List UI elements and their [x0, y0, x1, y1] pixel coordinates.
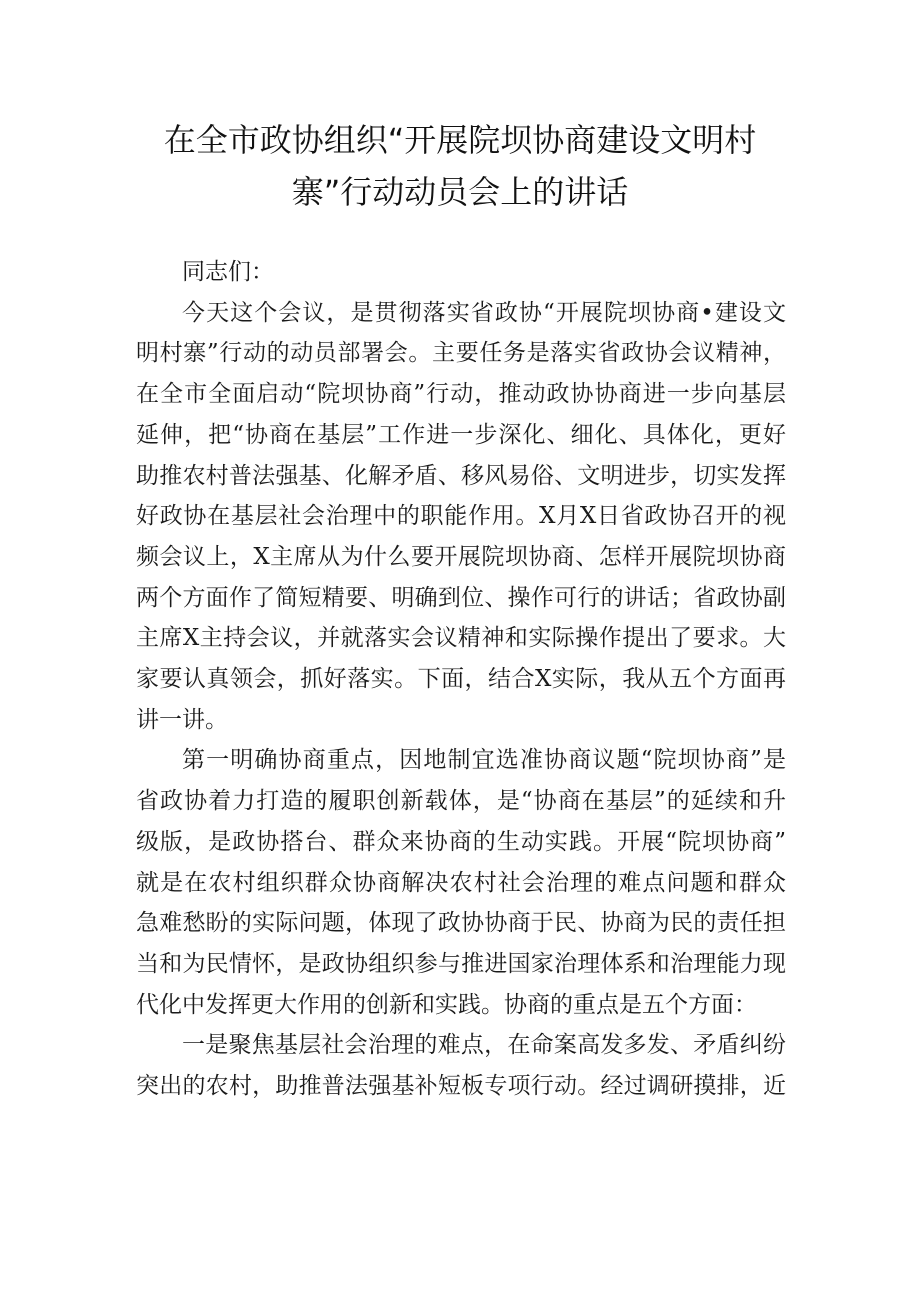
- text-line: 延伸，把“协商在基层”工作进一步深化、细化、具体化，更好: [136, 421, 786, 448]
- text-line: 代化中发挥更大作用的创新和实践。协商的重点是五个方面：: [136, 991, 757, 1018]
- text-line: 在全市全面启动“院坝协商”行动，推动政协协商进一步向基层: [136, 381, 786, 408]
- text-line: 好政协在基层社会治理中的职能作用。X月X日省政协召开的视: [136, 503, 786, 530]
- body-paragraph: [136, 1025, 786, 1106]
- text-line: 级版，是政协搭台、群众来协商的生动实践。开展“院坝协商”: [136, 828, 786, 855]
- text-line: 助推农村普法强基、化解矛盾、移风易俗、文明进步，切实发挥: [136, 462, 786, 489]
- salutation-paragraph: [136, 252, 786, 293]
- text-line: 就是在农村组织群众协商解决农村社会治理的难点问题和群众: [136, 869, 786, 896]
- title-line: 寨”行动动员会上的讲话: [291, 173, 629, 211]
- body-paragraph: [136, 740, 786, 1025]
- text-line: 一是聚焦基层社会治理的难点，在命案高发多发、矛盾纠纷: [182, 1032, 786, 1059]
- text-line: 突出的农村，助推普法强基补短板专项行动。经过调研摸排，近: [136, 1073, 786, 1100]
- text-line: 明村寨”行动的动员部署会。主要任务是落实省政协会议精神，: [136, 340, 786, 367]
- text-line: 两个方面作了简短精要、明确到位、操作可行的讲话；省政协副: [136, 584, 786, 611]
- text-line: 第一明确协商重点，因地制宜选准协商议题“院坝协商”是: [182, 747, 786, 774]
- text-line: 今天这个会议，是贯彻落实省政协“开展院坝协商•建设文: [182, 299, 786, 326]
- text-line: 频会议上，X主席从为什么要开展院坝协商、怎样开展院坝协商: [136, 543, 786, 570]
- text-line: 急难愁盼的实际问题，体现了政协协商于民、协商为民的责任担: [136, 910, 786, 937]
- text-line: 讲一讲。: [136, 706, 228, 733]
- body-paragraph: [136, 293, 786, 741]
- text-line: 当和为民情怀，是政协组织参与推进国家治理体系和治理能力现: [136, 950, 786, 977]
- document-title: [120, 114, 800, 218]
- title-line: 在全市政协组织“开展院坝协商建设文明村: [163, 121, 757, 159]
- text-line: 家要认真领会，抓好落实。下面，结合X实际，我从五个方面再: [136, 666, 786, 693]
- text-line: 同志们：: [182, 259, 274, 285]
- text-line: 省政协着力打造的履职创新载体，是“协商在基层”的延续和升: [136, 788, 786, 815]
- text-line: 主席X主持会议，并就落实会议精神和实际操作提出了要求。大: [136, 625, 786, 652]
- document-body: [136, 252, 786, 1107]
